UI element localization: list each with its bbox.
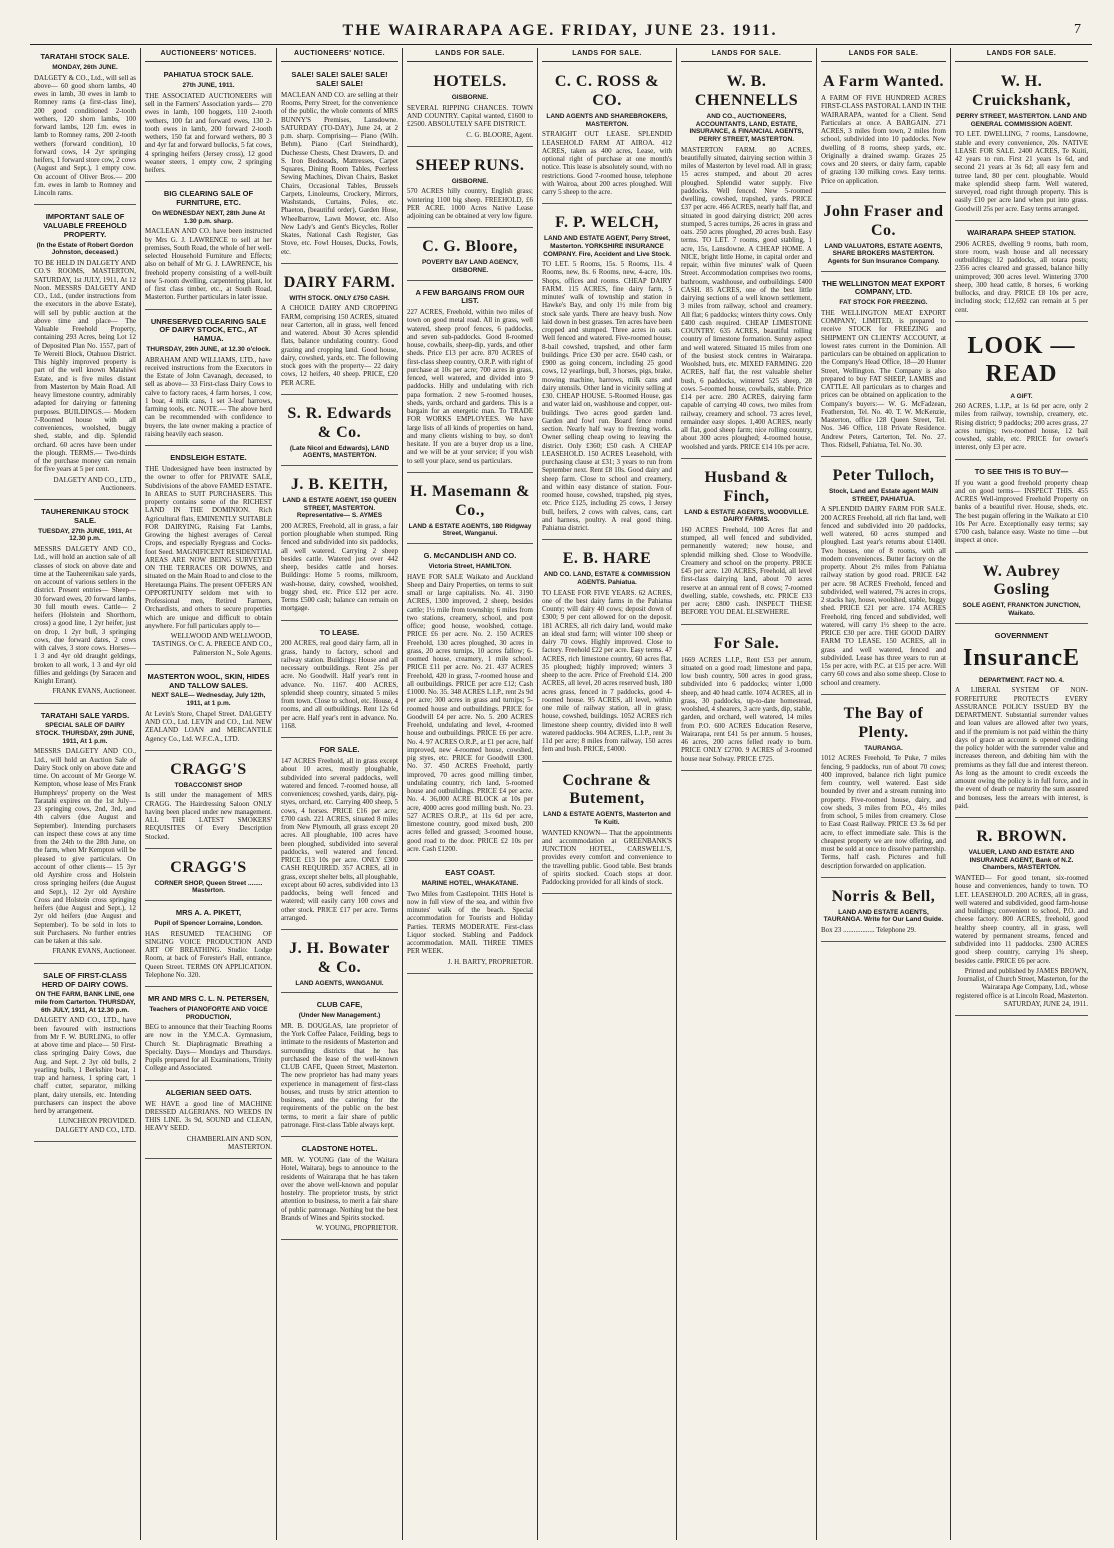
column-5 [537,48,676,1540]
advertisement [407,150,533,229]
ad-body: MR. W. YOUNG (late of the Waitara Hotel, Waitara), begs to announce to the residents of Wairarapa that he has taken over the above well-known and popular hostelry. The proprietor trusts, by strict attention to business, to merit a fair share of public patronage. Nothing but the best Brands of Wines and Spirits stocked. [281,1156,398,1222]
column-7 [816,48,950,1540]
advertisement [281,469,398,621]
ad-signature: W. YOUNG, PROPRIETOR. [315,1224,398,1233]
advertisement [681,66,812,459]
ad-body: STRAIGHT OUT LEASE. SPLENDID LEASEHOLD FARM AT AIROA. 412 ACRES, taken as 400 acres, Lease, with optional right of purchase at one month's notice. This lease is absolutely sound, with no restrictions. Good 7-roomed house, telephone with Wairoa, about 200 acres ploughed. Will carry 5 sheep to the acre. [542,130,672,197]
advertisement [821,881,946,942]
ad-body: MESSRS DALGETY AND CO., Ltd., will hold an Auction Sale of Dairy Stock only on above date and time. On account of Mr George W. Kempton, whose lease of Mrs Frank Humphreys' property on the West Taratahi expires on the 1st July— 23 springing cows, 2nd, 3rd, and 4th calvers (due August and September). Intending purchasers can inspect these cows at any time from the 24th to the 28th June, on the farm, when Mr Kempton will be pleased to give particulars. On account of other clients— 15 3yr old Ayrshire cross and Holstein cross springing heifers (due August and Sept.), 12 2yr old Ayrshire Cross and Holstein cross springing heifers (due August and Sept.), 12 2yr old heifers (due August and September). To be sold in lots to suit Purchasers. No further entries can be taken at this sale. [34,747,136,946]
advertisement [407,476,533,544]
ad-signature: Printed and published by JAMES BROWN, Journalist, of Church Street, Masterton, for the Wairarapa Age Company, Ltd., whose registered office is at Lincoln Road, Masterton. SATURDAY, JUNE 24, 1911. [955,966,1088,1008]
columns [30,48,1092,1540]
ad-body: 227 ACRES, Freehold, within two miles of town on good metal road. All in grass, well watered, sheep proof fences, 6 paddocks, and seven sub-paddocks. Good 8-roomed house, cowbails, sheep-dip, yards, and other sheds. Price £13 per acre. 870 ACRES of first-class sheep country, O.R.P. with right of purchase at 10s per acre; 700 acres in grass, fenced, well watered, and divided into 9 paddocks. Hilly and undulating with rich papa formation. 2 new 5-roomed houses, sheds, yards, orchard and gardens. This is a bargain for an energetic man. To TRADE FOR WORKS EMPLOYEES. We have large lists of all kinds of properties on hand, and many clients wishing to buy, so don't hesitate. If you are a buyer drop us a line, and we will be at your service; if you wish to sell your place, send us particulars. [407,308,533,465]
advertisement [145,313,272,447]
advertisement [821,698,946,878]
ad-heading: TO SEE THIS IS TO BUY— [974,466,1069,476]
ad-subheading: (Under New Management.) [298,1012,381,1020]
advertisement [145,1084,272,1159]
ad-heading: CLADSTONE HOTEL. [301,1144,378,1154]
ad-body: BEG to announce that their Teaching Rooms are now in the Y.M.C.A. Gymnasium, Church St. Diaphragmatic Breathing a Specialty. Days— Mondays and Thursdays. Pupils prepared for all Examinations, Trinity College and Associated. [145,1023,272,1073]
ad-body: THE ASSOCIATED AUCTIONEERS will sell in the Farmers' Association yards— 270 ewes in lamb, 100 hoggets, 110 2-tooth wethers, 100 fat and forward ewes, 130 2-tooth ewes in lamb, 200 forward 2-tooth wethers, 150 fat and forward wethers, 80 3 and 4yr fat and forward bullocks, 5 fat cows, 4 springing heifers (Jersey cross), 12 good weaner steers, 1 empty cow, 2 springing heifers. [145,91,272,174]
advertisement [281,741,398,930]
ad-body: 160 ACRES Freehold, 100 Acres flat and stumped, all well fenced and subdivided, permanently watered; new house, and splendid milking shed. Close to Woodville. Creamery and school on the property. PRICE £45 per acre. 120 ACRES, Freehold, all level first-class dairying land, about 70 acres reserve at an annual rent of 8 cows; 7-roomed dwelling, stable, cowsheds, etc. PRICE £33 per acre; £800 cash. INSPECT THESE BEFORE YOU DEAL ELSEWHERE. [681,525,812,617]
ad-body: THE WELLINGTON MEAT EXPORT COMPANY, LIMITED, is prepared to receive STOCK for FREEZING and SHIPMENT ON CLIENTS' ACCOUNT, at lowest rates current in the Dominion. All particulars can be obtained on application to the Company's Head Office, 18—20 Hunter Street, Wellington. The Company is also prepared to buy FAT SHEEP, LAMBS and CATTLE. All particulars as to charges and prices can be obtained on application to the Company's buyers:— W. G. McFadzean, Featherston, Tel. No. 40. T. W. McKenzie, Masterton, office 128 Queen Street, Tel. Nos. 346 Office, 118 Private Residence. Andrew Peters, Carterton, Tel. No. 27. Thos. Ridsell, Pahiatua, Tel. No. 30. [821,308,946,449]
ad-body: SEVERAL RIPPING CHANCES. TOWN AND COUNTRY. Capital wanted, £1600 to £2500. ABSOLUTELY SAFE DISTRICT. [407,103,533,129]
advertisement [34,967,136,1142]
ad-heading: THE WELLINGTON MEAT EXPORT COMPANY, LTD. [821,278,946,297]
ad-body: MACLEAN AND CO. have been instructed by Mrs G. J. LAWRENCE to sell at her premises, South Road, the whole of her well-selected Household Furniture and Effects; also on behalf of Mr G. J. LAWRENCE, his freehold property consisting of a well-built new 5-room dwelling, carpentering plant, lot of first class timber, etc., at South Road, Masterton. Further particulars in later issue. [145,227,272,302]
advertisement [821,196,946,272]
ad-subheading: LAND & ESTATE AGENT, 150 QUEEN STREET, MASTERTON. Representative— S. AYMES [282,496,397,520]
ad-display-name: Peter Tulloch, [832,467,935,485]
column-heading: LANDS FOR SALE. [821,48,946,62]
ad-subheading: DEPARTMENT. FACT NO. 4. [978,676,1065,684]
ad-heading: TAUHERENIKAU STOCK SALE. [41,507,129,525]
advertisement [407,547,533,861]
ad-display-name: HOTELS. [433,73,507,91]
advertisement [407,864,533,974]
column-heading: LANDS FOR SALE. [407,48,533,62]
ad-display-name: E. B. HARE [562,550,652,568]
ad-subheading: GISBORNE. [451,177,489,185]
ad-signature: CHAMBERLAIN AND SON, MASTERTON. [186,1134,272,1151]
ad-display-name: S. R. Edwards & Co. [287,404,392,441]
ad-display-name: DAIRY FARM. [283,273,396,291]
ad-heading: PAHIATUA STOCK SALE. [163,70,254,80]
ad-signature: C. G. BLOORE, Agent. [466,130,533,139]
advertisement [955,66,1088,221]
ad-body: HAVE FOR SALE Waikato and Auckland Sheep and Dairy Properties, on terms to suit small or large capitalists. No. 41. 3190 ACRES, 1300 improved, 2 sheep, besides cattle; 1½ mile from township; 6 miles from two stations, creamery, school, and post office; good house, woolshed, cottage. PRICE £6 per acre. No. 2. 150 ACRES Freehold, 130 acres ploughed, 30 acres in grass, 20 acres turnips, 10 acres fallow; 6-roomed house, creamery, 1 mile school. PRICE £11 per acre. No. 21. 437 ACRES Freehold, 420 in grass, 7-roomed house and all outbuildings. PRICE per acre £12; Cash £1000. No. 35. 348 ACRES L.I.P., rent 2s 9d per acre; 300 acres in grass and turnips; 5-roomed house and outbuildings. PRICE for Goodwill £4 per acre. No. 5. 200 ACRES Freehold, undulating and level, 4-roomed house and outbuildings. PRICE £6 per acre. No. 4. 97 ACRES O.R.P., at £1 per acre, half improved, new 4-roomed house, cowshed, pig styes, etc. PRICE for Goodwill £300. No. 37. 450 ACRES Freehold, partly improved, 70 acres good milling timber, undulating country, rich land, 5-roomed house and outbuildings. PRICE £4 per acre. No. 4. 36,000 ACRE BLOCK at 10s per acre, 4000 acres good milling bush. No. 23. 527 ACRES O.R.P., at 11s 6d per acre, limestone country, good mixed bush, 200 acres felled and grassed; 3-roomed house, good road to the door. PRICE £2 10s per acre. Cash £1200. [407,572,533,853]
ad-body: Is still under the management of MRS CRAGG. The Hairdressing Saloon ONLY having been placed under new management. ALL THE LATEST SMOKERS' REQUISITES Of Every Description Stocked. [145,791,272,841]
ad-display-name: For Sale. [713,634,780,652]
advertisement [955,463,1088,553]
advertisement [145,185,272,309]
ad-body: MESSRS DALGETY AND CO., Ltd., will hold an auction sale of all classes of stock on above date and time at the Tauherenikau sale yards, on account of various settlers in the district. Present entries— Sheep— 30 forward ewes, 20 forward lambs, 30 full mouth ewes. Cattle— 2 heifers (Holstein and Shorthorn, cross) a good line, 1 2yr heifer, just on drop, 1 2yr bull, 3 springing cows, due forward dates, 2 cows with calves, 3 store cows. Horses— 1 3 and 4yr old draught geldings, broken to all work, 1 3 and 4yr old fillies and geldings (by Saracen and Knight Errant). [34,545,136,686]
ad-body: A SPLENDID DAIRY FARM FOR SALE. 200 ACRES Freehold, all rich flat land, well fenced and subdivided into 20 paddocks, well watered, 60 acres stumped and ploughed. Last year's returns about £1400. Two houses, one of 8 rooms, with all modern conveniences. Butter factory on the property. About 2½ miles from Pahiatua railway station by good road. PRICE £42 per acre. 98 ACRES Freehold, fenced and subdivided, well watered, 7¾ acres in crops, 2 stacks hay, house, woolshed, stable, buggy shed. PRICE £21 per acre. 174 ACRES Freehold, ring fenced and subdivided, well watered, will carry 1½ sheep to the acre. PRICE £30 per acre. THE GOOD DAIRY FARM TO LEASE. 150 ACRES, all in grass and well watered, fenced and subdivided. Lease has three years to run at 15s per acre, with P.C. at £15 per acre. Will carry 60 cows and also some sheep. Close to school and creamery. [821,505,946,687]
ad-subheading: LAND AND ESTATE AGENT, Perry Street, Masterton. YORKSHIRE INSURANCE COMPANY. Fire, Accident and Live Stock. [543,235,671,258]
ad-heading: EAST COAST. [445,868,495,877]
advertisement [542,543,672,761]
ad-heading: ENDSLEIGH ESTATE. [170,453,247,463]
ad-display-name: W. Aubrey Gosling [982,562,1061,599]
ad-signature: WELLWOOD AND WELLWOOD, TASTINGS. Or C. A. PREECE AND CO., Palmerston N., Sole Agents. [152,632,272,657]
advertisement [145,904,272,987]
ad-body: DALGETY & CO., Ltd., will sell as above— 60 good shorn lambs, 40 ewes in lamb, 30 ewes in lamb to Romney rams (a first-class line), 200 good conditioned 2-tooth wethers, 120 shorn lambs, 100 forward lambs, 120 f.m. ewes in lamb to Romney rams, 200 2-tooth wethers (forward condition), 10 forward cows, 14 2yr springing heifers, 1 forward store cow, 2 cows (August and Sept.), 1 empty cow. On account of Oliver Bros.— 200 f.m. ewes in lamb to Romney and Lincoln rams. [34,73,136,197]
ad-heading: IMPORTANT SALE OF VALUABLE FREEHOLD PROPERTY. [43,212,127,239]
ad-heading: G. McCANDLISH AND CO. [423,551,517,560]
ad-body: At Levin's Store, Chapel Street. DALGETY AND CO., Ltd. LEVIN and CO., Ltd. NEW ZEALAND LOAN and MERCANTILE Agency Co., Ltd. W.F.C.A., LTD. [145,709,272,743]
ad-subheading: LAND & ESTATE AGENTS, Masterton and Te Kuiti. [543,811,671,826]
ad-subheading: SPECIAL SALE OF DAIRY STOCK. THURSDAY, 29th JUNE, 1911, At 1 p.m. [35,722,135,745]
ad-subheading: LAND VALUATORS, ESTATE AGENTS, SHARE BROKERS MASTERTON. Agents for Sun Insurance Company. [824,242,943,265]
ad-body: 2906 ACRES, dwelling 9 rooms, bath room, store room, wash house and all necessary outbuildings; 12 paddocks, all totara posts; 2356 acres cleared and grassed, balance hilly unimproved; 300 acres level. Wintering 3700 sheep, 300 head cattle, 8 horses, 6 working bullocks, and dray. PRICE £8 10s per acre, including stock; £12,692 can remain at 5 per cent. [955,239,1088,314]
ad-subheading: TOBACCONIST SHOP [174,781,243,789]
ad-display-name: Norris & Bell, [831,887,936,905]
ad-subheading: Pupil of Spencer Lorraine, London. [154,919,263,927]
ad-subheading: Victoria Street, HAMILTON. [428,562,512,570]
ad-subheading: Teachers of PIANOFORTE AND VOICE PRODUCTION, [149,1005,268,1021]
advertisement [281,933,398,993]
ad-subheading: ON THE FARM, BANK LINE, one mile from Carterton. THURSDAY, 6th JULY, 1911, At 12.30 p.m. [34,991,136,1014]
newspaper-title: THE WAIRARAPA AGE. FRIDAY, JUNE 23. 1911. [342,22,778,39]
ad-banner: InsurancE [962,645,1081,672]
advertisement [145,66,272,182]
ad-subheading: LAND & ESTATE AGENTS, WOODVILLE. DAIRY FARMS. [684,508,809,524]
ad-display-name: H. Masemann & Co., [410,482,530,519]
ad-subheading: LAND AND ESTATE AGENTS, TAURANGA. Write for Our Land Guide. [823,908,944,924]
advertisement [145,852,272,901]
ad-subheading: On WEDNESDAY NEXT, 28th June At 1.30 p.m. sharp. [151,209,266,225]
ad-subheading: Stock, Land and Estate agent MAIN STREET, PAHIATUA. [828,488,939,503]
ad-subheading: A GIFT. [1010,392,1033,400]
ad-heading: MASTERTON WOOL, SKIN, HIDES AND TALLOW SALES. [147,671,270,690]
ad-signature: LUNCHEON PROVIDED. DALGETY AND CO., LTD. [55,1117,136,1134]
advertisement [542,207,672,540]
ad-display-name: R. BROWN. [976,828,1067,846]
ad-display-name: Husband & Finch, [704,468,789,505]
column-heading: AUCTIONEERS' NOTICES. [145,48,272,62]
ad-body: Two Miles from Castlepoint. THIS Hotel is now in full view of the sea, and within five minutes' walk of the beach. Special accommodation for Tourists and Holiday Parties. TERMS MODERATE. First-class Liquor stocked. Stabling and Paddock accommodation. MAIL THREE TIMES PER WEEK. [407,889,533,956]
ad-display-name: J. B. KEITH, [290,476,389,494]
ad-subheading: VALUER, LAND AND ESTATE AND INSURANCE AGENT, Bank of N.Z. Chambers, MASTERTON. [968,849,1075,872]
ad-body: Box 23 .................. Telephone 29. [821,925,916,934]
advertisement [955,325,1088,460]
advertisement [542,66,672,204]
ad-body: TO LET. 5 Rooms, 15s. 5 Rooms, 11s. 4 Rooms, new, 8s. 6 Rooms, new, 4-acre, 10s. Shops, offices and rooms. CHEAP DAIRY FARM. 115 ACRES, fine dairy farm, 5 minutes' walk of township and station in Hawke's Bay, and only 1½ mile from big stock sale yards. There are heavy bush. Now laid down in best grasses. Ten acres have been cropped and stumped. Three acres in oats. Well fenced and watered. Five-roomed house; 8-bail cowshed, trapshed, and other farm buildings. Price £30 per acre. £640 cash, or £900 as going concern, including 25 good cows, 12 yearlings, bull, 3 horses, pigs, brake, mowing machine, harrows, milk cans and dairy utensils. Other land in vicinity selling at £30. CHEAP HOUSE. 5-Roomed House, gas and water laid on, washhouse and copper, out-buildings. Two acres good garden land. Garden and fowl run. Board fence round section. Nearly half way to freezing works. Owner selling cheap owing to leaving the district. Only £360; £50 cash. A CHEAP LEASEHOLD. 150 ACRES Leasehold, with purchasing clause at £31; 3 years to run from September next. Rent £8 10s. Good dairy and sheep farm. Close to school and creamery, and within easy distance of station. Four-roomed house, cowshed, trapshed, pig styes, etc. Price £125, including 25 cows, 1 Jersey bull, heifers, 2 cows with calves, cans, cart and harness, poultry. A real good thing. Pahiatua district. [542,260,672,533]
ad-subheading: NEXT SALE— Wednesday, July 12th, 1911, at 1 p.m. [151,692,266,708]
ad-display-name: A Farm Wanted. [823,73,944,91]
advertisement [281,398,398,466]
advertisement [34,48,136,205]
advertisement [281,624,398,739]
advertisement [145,449,272,665]
column-heading: LANDS FOR SALE. [542,48,672,62]
ad-body: A LIBERAL SYSTEM OF NON-FORFEITURE PROTECTS EVERY ASSURANCE POLICY ISSUED BY the DEPARTMENT. Substantial surrender values and loan values are allowed after two years, and if the premium is not paid within the thirty days of grace an account is opened crediting the policy holder with the surrender value and increases thereon, and debiting him with the premiums as they fall due and interest thereon. As long as the amount to credit exceeds the amount owing the policy is in full force, and in the event of death or maturity the sum assured and bonuses, less the arrears with interest, is paid. [955,686,1088,810]
column-2 [140,48,276,1540]
ad-heading: TO LEASE. [319,627,360,637]
ad-body: THE Undersigned have been instructed by the owner to offer for PRIVATE SALE, Subdivisions of the above FAMED ESTATE. In AREAS to SUIT PURCHASERS. This property contains some of the RICHEST LAND IN THE DOMINION. Rich Agricultural flats, EMINENTLY SUITABLE FOR DAIRYING, Raising Fat Lambs, Growing the highest averages of Cereal Crops, and especially Ryegrass and Cocks-foot Seed. MAGNIFICENT RESIDENTIAL AREAS ARE NOW BEING SURVEYED ON THE TERRACES OR DOWNS, and situated on the Main Road to and close to the Heretaunga Plains. The present OFFERS AN OPPORTUNITY seldom met with to Professional men, Retired Farmers, Orchardists, and others to secure properties which are unique and difficult to obtain anywhere. For full particulars apply to— [145,465,272,630]
ad-heading: SALE OF FIRST-CLASS HERD OF DAIRY COWS. [41,970,129,989]
ad-heading: TARATAHI STOCK SALE. [40,52,130,61]
ad-heading: SALE! SALE! SALE! SALE! SALE! SALE! [291,70,388,89]
ad-signature: J. H. BARTY, PROPRIETOR. [447,957,533,966]
ad-subheading: AND CO. LAND, ESTATE & COMMISSION AGENTS. Pahiatua. [543,571,671,586]
ad-body: A CHOICE DAIRY AND CROPPING FARM, comprising 150 ACRES, situated near Carterton, all in grass, well fenced and watered. About 30 Acres splendid flats, balance undulating country. Good grazing and cropping land. Good house, dairy, cowshed, yards, etc. The following stock goes with the property— 22 dairy cows, 12 heifers, 40 sheep. PRICE, £20 PER ACRE. [281,304,398,387]
advertisement [407,66,533,147]
ad-subheading: MONDAY, 26th JUNE. [52,63,118,71]
ad-display-name: W. B. CHENNELLS [694,73,799,110]
ad-body: HAS RESUMED TEACHING OF SINGING VOICE PRODUCTION AND ART OF BREATHING. Studio: Lodge Room, at back of Forester's Hall, entrance, Queen Street. TERMS ON APPLICATION. Telephone No. 320. [145,929,272,979]
ad-heading: FOR SALE. [319,745,360,755]
ad-body: 200 ACRES, Freehold, all in grass, a fair portion ploughable when stumped. Ring fenced and subdivided into six paddocks, all well watered. Carrying 2 sheep besides cattle. Watered just over 442 sheep, besides cattle and horses. Buildings: Home 5 rooms, milkroom, wash-house, dairy, cowshed, woolshed, buggy shed, etc. Price £12 per acre. Terms £500 cash; balance can remain on mortgage. [281,521,398,613]
advertisement [542,765,672,895]
ad-signature: FRANK EVANS, Auctioneer. [52,947,136,956]
ad-body: ABRAHAM AND WILLIAMS, LTD., have received instructions from the Executors in the Estate of John Cavanagh, deceased, to sell as above— 33 First-class Dairy Cows to calve to factory races, 4 farm horses, 1 cow, 1 boar, 4 milk cans, 1 set 3-leaf harrows, farming tools, etc. NOTE.— The above herd can be recommended with confidence to buyers, the late owner making a practice of raising heavily each season. [145,355,272,438]
ad-subheading: LAND AGENTS, WANGANUI. [295,979,384,987]
ad-body: TO LET. DWELLING, 7 rooms, Lansdowne, stable and every convenience, 20s. NATIVE LEASE FOR SALE. 2400 ACRES, Te Kuiti, 42 years to run. First 21 years 1s 6d, and second 21 years at 3s 6d; all easy fern and tutree land, 80 per cent. ploughable. Would make splendid sheep farm. Well watered, surveyed, road right through property. This is easily £10 per acre land when put into grass. Goodwill 25s per acre. Easy terms arranged. [955,130,1088,213]
ad-heading: CLUB CAFE, [316,1000,363,1010]
advertisement [955,224,1088,322]
ad-body: 570 ACRES hilly country, English grass; wintering 1100 big sheep. FREEHOLD, £6 PER ACRE. 1000 Acres Native Lease adjoining can be obtained at very low figure. [407,187,533,221]
advertisement [821,460,946,695]
advertisement [681,462,812,625]
advertisement [281,66,398,264]
column-3 [276,48,402,1540]
page-number: 7 [1074,22,1082,37]
ad-display-name: W. H. Cruickshank, [972,73,1071,110]
ad-subheading: GISBORNE. [451,94,489,102]
column-4 [402,48,537,1540]
ad-subheading: THURSDAY, 29th JUNE, at 12.30 o'clock. [146,346,271,354]
ad-subheading: POVERTY BAY LAND AGENCY, GISBORNE. [421,259,519,274]
ad-subheading: MARINE HOTEL, WHAKATANE. [421,879,519,887]
ad-subheading: 27th JUNE, 1911. [182,82,235,90]
masthead [30,22,1090,44]
ad-display-name: SHEEP RUNS. [415,156,525,174]
ad-heading: BIG CLEARING SALE OF FURNITURE, ETC. [163,189,254,208]
ad-signature: FRANK EVANS, Auctioneer. [52,687,136,696]
ad-display-name: Cochrane & Butement, [562,771,652,808]
advertisement [681,628,812,771]
ad-heading: TARATAHI SALE YARDS. [40,710,130,720]
advertisement [34,208,136,500]
ad-heading: ALGERIAN SEED OATS. [165,1087,252,1097]
ad-subheading: TAURANGA. [864,744,903,752]
advertisement [34,503,136,704]
ad-body: 1012 ACRES Freehold, Te Puke, 7 miles fencing, 9 paddocks, run of about 70 cows; 400 improved, balance rich light pumice fern country, well watered. East side bounded by river and a stream running into property. Five-roomed house, dairy, and cow sheds, 3 miles from P.O., 4½ miles from school, 5 miles from creamery. Close to East Coast Railway. PRICE £3 3s 6d per acre, to effect immediate sale. This is the cheapest property we are now offering, and must be sold at once to dissolve partnership. Terms, half cash. Pictures and full description forwarded on application. [821,754,946,870]
ad-banner: LOOK — READ [967,332,1076,388]
masthead-rule [30,44,1092,45]
column-heading: LANDS FOR SALE. [681,48,812,62]
ad-heading: GOVERNMENT [994,630,1049,640]
advertisement [955,821,1088,1016]
ad-heading: MRS A. A. PIKETT, [175,908,242,917]
ad-subheading: SOLE AGENT, FRANKTON JUNCTION, Waikato. [962,602,1081,617]
ad-display-name: John Fraser and Co. [823,202,944,239]
ad-display-name: C. C. ROSS & CO. [554,73,660,110]
column-1 [30,48,140,1540]
ad-body: 1669 ACRES L.I.P., Rent £53 per annum, situated on a good road; limestone and papa, low bush country, 500 acres in good grass, subdivided into 6 paddocks; winter 1,000 sheep, and 40 head cattle. 1074 ACRES, all in grass, 30 paddocks, up-to-date homestead, woolshed, 4 shearers, 3 acre yards, dip, stable, garden, and orchard, well watered, 14 miles from P.O. 600 ACRES Education Reserve, Wairarapa, rent £41 5s per annum. 5 houses, 46 acres, 200 acres felled ready to burn. PRICE ONLY £2700. 9 ACRES of 3-roomed house near Solway. PRICE £725. [681,655,812,763]
ad-subheading: (Late Nicol and Edwards), LAND AGENTS, MASTERTON. [289,444,390,460]
column-6 [676,48,816,1540]
ad-body: 260 ACRES, L.I.P., at 1s 6d per acre, only 2 miles from railway, township, creamery, etc. Rising district; 9 paddocks; 200 acres grass, 27 acres turnips; two-roomed house, 12 bail cowshed, stable, etc. PRICE for owner's interest, only £3 per acre. [955,402,1088,452]
ad-body: 147 ACRES Freehold, all in grass except about 10 acres, mostly ploughable, subdivided into several paddocks, well watered and fenced. 7-roomed house, all conveniences; cowshed, yards, dairy, pig-styes, orchard, etc. Carrying 400 sheep, 5 cows, 4 horses. PRICE £16 per acre; £700 cash. 221 ACRES, situated 8 miles from New Plymouth, all grass except 20 acres. All ploughable, 100 acres have been ploughed, subdivided into several paddocks, well watered and fenced. PRICE £13 10s per acre. ONLY £300 CASH REQUIRED. 357 ACRES, all in grass, except shelter belts, all ploughable, except about 60 acres, subdivided into 13 paddocks, being well fenced and watered; will easily carry 100 cows and other stock. PRICE £17 per acre. Terms arranged. [281,757,398,922]
ad-subheading: AND CO., AUCTIONEERS, ACCOUNTANTS, LAND, ESTATE, INSURANCE, & FINANCIAL AGENTS, PERRY STREET, MASTERTON. [689,113,804,143]
ad-subheading: LAND AGENTS AND SHAREBROKERS, MASTERTON. [546,113,668,128]
advertisement [821,66,946,193]
ad-subheading: CORNER SHOP, Queen Street ........ Masterton. [154,879,263,895]
advertisement [34,707,136,964]
ad-body: MR. B. DOUGLAS, late proprietor of the York Coffee Palace, Feilding, begs to intimate to the residents of Masterton and surrounding districts that he has purchased the lease of the well-known CLUB CAFE, Queen Street, Masterton. The new proprietor has had many years experience in management of first-class houses, and trusts by strict attention to business, and the catering for the requirements of the public on the best terms, to merit a fair share of public patronage. First-class Table always kept. [281,1021,398,1129]
ad-heading: UNRESERVED CLEARING SALE OF DAIRY STOCK, ETC., AT HAMUA. [150,316,267,344]
ad-signature: DALGETY AND CO., LTD., Auctioneers. [53,475,136,492]
ad-subheading: (In the Estate of Robert Gordon Johnston, deceased.) [36,241,134,257]
column-8 [950,48,1092,1540]
ad-subheading: FAT STOCK FOR FREEZING. [839,299,928,307]
ad-body: WE HAVE a good line of MACHINE DRESSED ALGERIANS. NO WEEDS IN THIS LINE. 3s 9d, SOUND and CLEAN, HEAVY SEED. [145,1099,272,1133]
advertisement [955,627,1088,819]
ad-body: TO BE HELD IN DALGETY AND CO.'S ROOMS, MASTERTON, SATURDAY, 1st JULY, 1911, At 12 Noon. MESSRS DALGETY AND CO., Ltd., (under instructions from the executors in the above Estate), will sell by public auction at the above time and place— The Valuable Freehold Property, containing 293 Acres, being Lot 12 of Deposited Plan No. 1557, part of Te Wereiti Block, Otahuou District. This highly improved property is part of the well known Matahiwi Estate, and is five miles distant from Masterton by Main Road. All heavy limestone country, admirably adapted for dairying or fattening purposes. BUILDINGS.— Modern 7-Roomed house with all conveniences, woolshed, buggy shed, stable, and dip. Splendid orchard. 60 acres have been under the plough. TERMS.— Two-thirds of the purchase money can remain for five years at 5 per cent. [34,259,136,474]
advertisement [407,284,533,473]
ad-body: TO LEASE FOR FIVE YEARS. 62 ACRES, one of the best dairy farms in the Pahiatua County; will dairy 40 cows; deposit down of £300; 9 per cent allowed for on the deposit. 181 ACRES, all rich dairy land, would make an ideal stud farm; will winter 100 sheep or dairy 70 cows. Highly improved. Close to factory. Freehold £22 per acre. Easy terms. 47 ACRES, rich limestone country, 60 acres flat, 35 ploughed; highly improved; winters 3 sheep to the acre. Price of Freehold £14. 200 ACRES, all level, 20 acres reserved bush, 180 acres grass, fenced in 7 paddocks, good 4-roomed house. 95 ACRES, all level, within one mile of railway station, all in grass; house, cowshed, buildings. 1052 ACRES rich limestone sheep country, divided into 8 well watered paddocks. 904 ACRES, L.I.P., rent 3s 11d per acre; 8 miles from railway, 150 acres fern and bush. PRICE, £4000. [542,588,672,754]
ad-body: If you want a good freehold property cheap and on good terms— INSPECT THIS. 455 ACRES Well-improved Freehold Property on banks of a beautiful river. House, sheds, etc. The best pugain offering in the Waikato at £10 10s Per Acre. Exceptionally easy terms; say £700 cash, balance easy. Waste no time —but inspect at once. [955,478,1088,545]
ad-display-name: J. H. Bowater & Co. [289,940,390,976]
column-heading: AUCTIONEERS' NOTICE. [281,48,398,62]
advertisement [955,556,1088,624]
ad-body: WANTED— For good tenant, six-roomed house and conveniences, handy to town. TO LET. LEASEHOLD. 200 ACRES, all in grass, well watered and subdivided, good farm-house and buildings; convenient to school, P.O. and cheese factory. 800 ACRES, freehold, good healthy sheep country, all in grass, well watered by permanent streams, fenced and subdivided into 11 paddocks. 2300 ACRES good sheep country, carrying 1¾ sheep, besides cattle. PRICE £6 per acre. [955,874,1088,965]
ad-body: WANTED KNOWN— That the appointments and accommodation at GREENBANK'S JUNCTION HOTEL, CARSWELL'S, provides every comfort and convenience to the travelling public. Good table. Best brands of spirits stocked. Coach stops at door. Paddocking provided for all kinds of stock. [542,828,672,887]
column-heading: LANDS FOR SALE. [955,48,1088,62]
ad-display-name: The Bay of Plenty. [843,704,924,741]
ad-display-name: CRAGG'S [170,760,247,778]
ad-heading: WAIRARAPA SHEEP STATION. [967,227,1076,237]
ad-display-name: CRAGG'S [170,858,247,876]
advertisement [407,231,533,280]
ad-subheading: WITH STOCK. ONLY £750 CASH. [289,294,390,302]
advertisement [145,754,272,849]
ad-display-name: C. G. Bloore, [422,238,518,256]
ad-body: 200 ACRES, real good dairy farm, all in grass, handy to factory, school and railway station. Buildings: House and all necessary outbuildings. Rent 25s per acre. No Goodwill. Half year's rent in advance. No. 1167. 400 ACRES, splendid sheep country, situated 5 miles from town. Close to school, etc. House, 4 rooms, and all outbuildings. Rent 12s 6d per acre. Half year's rent in advance. No. 1168. [281,639,398,730]
advertisement [281,1140,398,1240]
advertisement [821,275,946,458]
ad-subheading: TUESDAY, 27th JUNE, 1911, At 12.30 p.m. [38,527,132,543]
ad-subheading: LAND & ESTATE AGENTS, 180 Ridgway Street, Wanganui. [408,522,532,538]
advertisement [145,668,272,751]
ad-subheading: PERRY STREET, MASTERTON. LAND AND GENERAL COMMISSION AGENT. [956,113,1087,128]
advertisement [281,996,398,1137]
ad-body: MACLEAN AND CO. are selling at their Rooms, Perry Street, for the convenience of the public, the whole contents of MRS BUNNY'S Premises, Lansdowne. SATURDAY (TO-DAY), June 24, at 2 p.m. sharp. Comprising— Piano (Wilh. Behm), Piano (Carl Steindhardt), Duchesse Chests, Chest Drawers, D. and S. Iron Bedsteads, Mattresses, Carpet Squares, Dining Room Tables, Peerless Sewing Machines, Divan Chairs, Basket Chairs, Occasional Tables, Brussels Carpets, Linoleums, Crockery, Mirrors, Washstands, Curtains, Poles, etc. Phaeton, (beautiful order), Garden Hose, Wheelbarrow, Lawn Mower, etc. Also New Lady's and Gent's Bicycles, Roller Skates, National Cash Register, Gas Stove, etc. Fowl Houses, Ducks, Fowls, etc. [281,90,398,256]
ad-heading: MR AND MRS C. L. N. PETERSEN, [148,994,269,1003]
advertisement [281,267,398,395]
ad-heading: A FEW BARGAINS FROM OUR LIST. [415,287,525,306]
ad-display-name: F. P. WELCH, [555,214,659,232]
ad-body: DALGETY AND CO., LTD., have been favoured with instructions from Mr F. W. BURLING, to offer at above time and place— 50 First-class springing Dairy Cows, due Aug. and Sept. 2 3yr old bulls, 2 yearling bulls, 1 Berkshire boar, 1 trap and harness, 1 spring cart, 1 chaff cutter, separator, milking plant, dairy utensils, etc. Intending purchasers can inspect the above herd by arrangement. [34,1016,136,1116]
ad-body: A FARM OF FIVE HUNDRED ACRES FIRST-CLASS PASTORAL LAND IN THE WAIRARAPA, wanted for a Client. Send Particulars at once. A BARGAIN. 271 ACRES, 3 miles from town, 2 miles from school, subdivided into 10 paddocks. New dwelling of 8 rooms, sheep yards, etc. Originally a drained swamp. Grazes 25 cows and 20 steers, or dairy farm, capable of grazing 130 milking cows. Easy terms. Price on application. [821,94,946,185]
ad-body: MASTERTON FARM. 80 ACRES, beautifully situated, dairying section within 3 miles of Masterton by level road. All in grass; 15 acres stumped, and about 20 acres ploughed. Splendid water supply. Five paddocks. Well fenced. New 5-roomed dwelling, cowshed, trapshed, yards. PRICE £37 per acre. 466 ACRES, nearly half flat, and situated in good dairying district; 200 acres stumped, 5 acres turnips, 26 acres in grass and oats. 250 acres ploughed, 20 acres bush. Easy terms. TO LET. 7 rooms, good stabling, 1 acre, 15s, Lansdowne. A CHEAP HOME. A NICE, bright little Home, in capital order and repair, within five minutes' walk of Queen Street. Accommodation comprises two rooms, bathroom, washhouse, and outbuildings. £400 CASH. 85 ACRES, one of the best little dairying sections of a well known settlement, 3 miles from railway, school and creamery. All flat; 6 paddocks; winters thirty cows. Only £400 cash required. CHEAP LIMESTONE COUNTRY. 635 ACRES, beautiful rolling country of limestone formation. Sunny aspect and well watered. Situated 15 miles from one of the busiest stock centres in Wairarapa. Woolshed, huts, etc. MIXED FARMING. 220 ACRES, half flat, the rest valuable shelter bush, 6 paddocks, wintered 525 sheep, 28 cows. 5-roomed house, cowbails, stable. Price £14 per acre. 280 ACRES, dairying farm capable of carrying 40 cows, two miles from railway, creamery and school. 73 acres level, remainder easy slopes. 1,400 ACRES, nearly all flat, good sheep farm; nice rolling country, about 300 acres ploughed; 4-roomed house, woolshed and yards. PRICE £14 10s per acre. [681,145,812,451]
advertisement [145,990,272,1081]
